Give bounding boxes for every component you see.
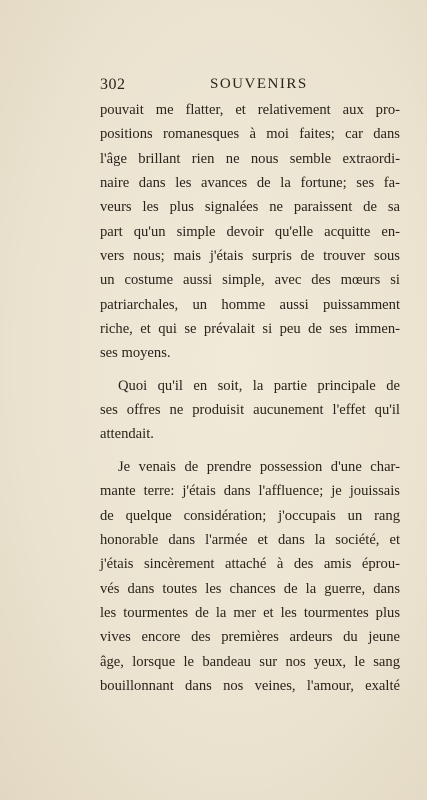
text-line: les tourmentes de la mer et les tourmentes plus [100, 604, 400, 621]
text-line: part qu'un simple devoir qu'elle acquitte en- [100, 223, 400, 240]
text-line: mante terre: j'étais dans l'affluence; je jouissais [100, 483, 400, 500]
text-line: attendait. [100, 426, 154, 443]
text-line: Je venais de prendre possession d'une char- [118, 458, 400, 475]
paragraph-3 [100, 455, 400, 698]
text-line: âge, lorsque le bandeau sur nos yeux, le sang [100, 653, 400, 670]
text-line: pouvait me flatter, et relativement aux pro- [100, 102, 400, 118]
running-head [100, 76, 400, 98]
text-line: ses offres ne produisit aucunement l'effet qu'il [100, 402, 400, 419]
text-line: bouillonnant dans nos veines, l'amour, exalté [100, 677, 400, 694]
text-line: de quelque considération; j'occupais un rang [100, 507, 400, 524]
text-line: positions romanesques à moi faites; car dans [100, 126, 400, 143]
text-line: vers nous; mais j'étais surpris de trouver sous [100, 248, 400, 265]
text-line: patriarchales, un homme aussi puissamment [100, 296, 400, 313]
text-line: l'âge brillant rien ne nous semble extraordi- [100, 150, 400, 167]
text-line: Quoi qu'il en soit, la partie principale de [118, 377, 400, 394]
text-line: honorable dans l'armée et dans la société, et [100, 531, 400, 548]
paragraph-1 [100, 98, 400, 366]
text-line: ses moyens. [100, 345, 171, 362]
text-line: j'étais sincèrement attaché à des amis éprou- [100, 556, 400, 573]
body-text [100, 98, 400, 698]
text-line: naire dans les avances de la fortune; ses fa- [100, 175, 400, 192]
page-number: 302 [100, 76, 126, 93]
text-line: veurs les plus signalées ne paraissent de sa [100, 199, 400, 216]
text-line: un costume aussi simple, avec des mœurs si [100, 272, 400, 289]
paragraph-2 [100, 374, 400, 447]
text-line: riche, et qui se prévalait si peu de ses immen- [100, 321, 400, 338]
text-line: vés dans toutes les chances de la guerre, dans [100, 580, 400, 597]
text-line: vives encore des premières ardeurs du jeune [100, 629, 400, 646]
running-title: SOUVENIRS [210, 76, 308, 92]
